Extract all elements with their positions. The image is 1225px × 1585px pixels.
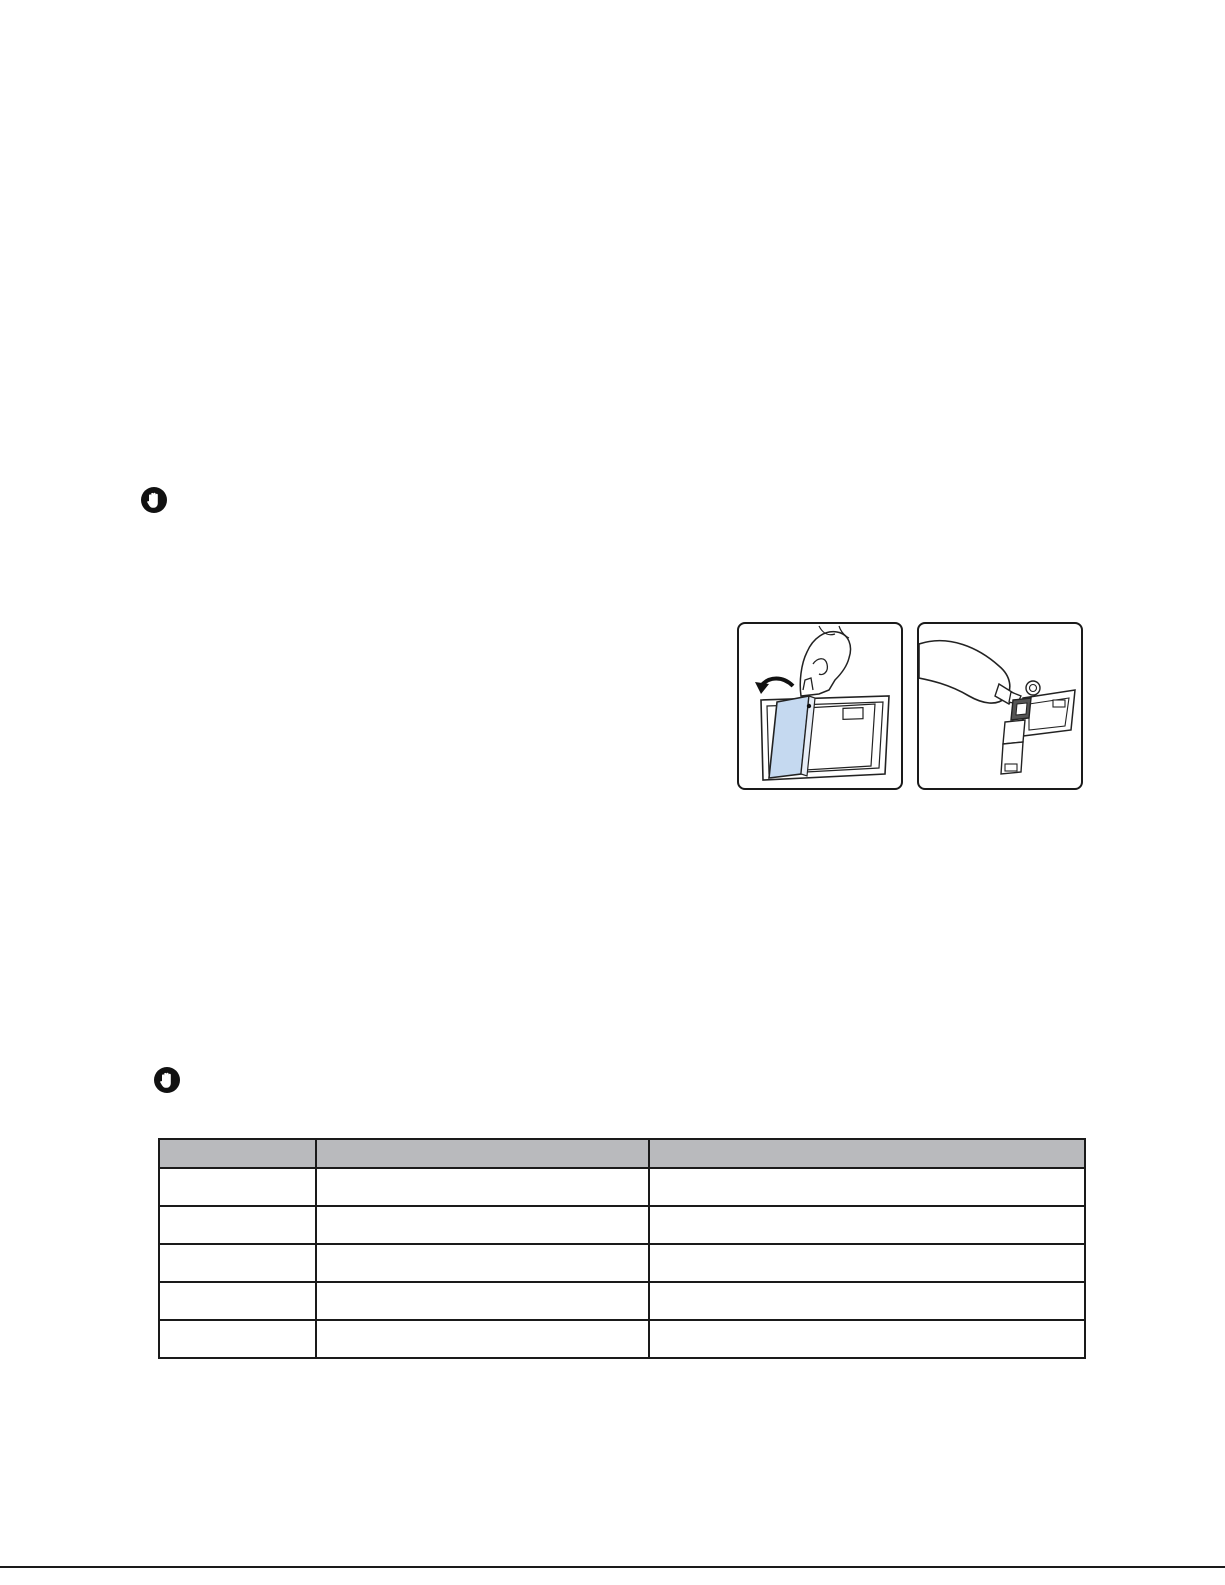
table-cell	[159, 1206, 316, 1244]
table-cell	[316, 1244, 649, 1282]
hand-stop-icon	[153, 1066, 181, 1094]
table-row	[159, 1244, 1085, 1282]
table-cell	[316, 1320, 649, 1358]
table-cell	[316, 1168, 649, 1206]
table-cell	[649, 1282, 1085, 1320]
table-header-cell	[649, 1139, 1085, 1168]
hand-stop-icon	[140, 486, 168, 514]
table-row	[159, 1206, 1085, 1244]
table-row	[159, 1282, 1085, 1320]
pour-rinse-aid-illustration	[917, 622, 1083, 790]
table-header-cell	[316, 1139, 649, 1168]
table-cell	[159, 1244, 316, 1282]
table-cell	[649, 1244, 1085, 1282]
footer-divider	[0, 1566, 1225, 1568]
table-cell	[159, 1168, 316, 1206]
table-cell	[649, 1168, 1085, 1206]
table-cell	[316, 1206, 649, 1244]
table-cell	[316, 1282, 649, 1320]
table-cell	[649, 1206, 1085, 1244]
open-rinse-aid-lid-illustration	[737, 622, 903, 790]
table-row	[159, 1168, 1085, 1206]
table-header-cell	[159, 1139, 316, 1168]
table-cell	[159, 1282, 316, 1320]
settings-table	[158, 1138, 1086, 1359]
table-cell	[649, 1320, 1085, 1358]
table-cell	[159, 1320, 316, 1358]
table-header-row	[159, 1139, 1085, 1168]
table-row	[159, 1320, 1085, 1358]
